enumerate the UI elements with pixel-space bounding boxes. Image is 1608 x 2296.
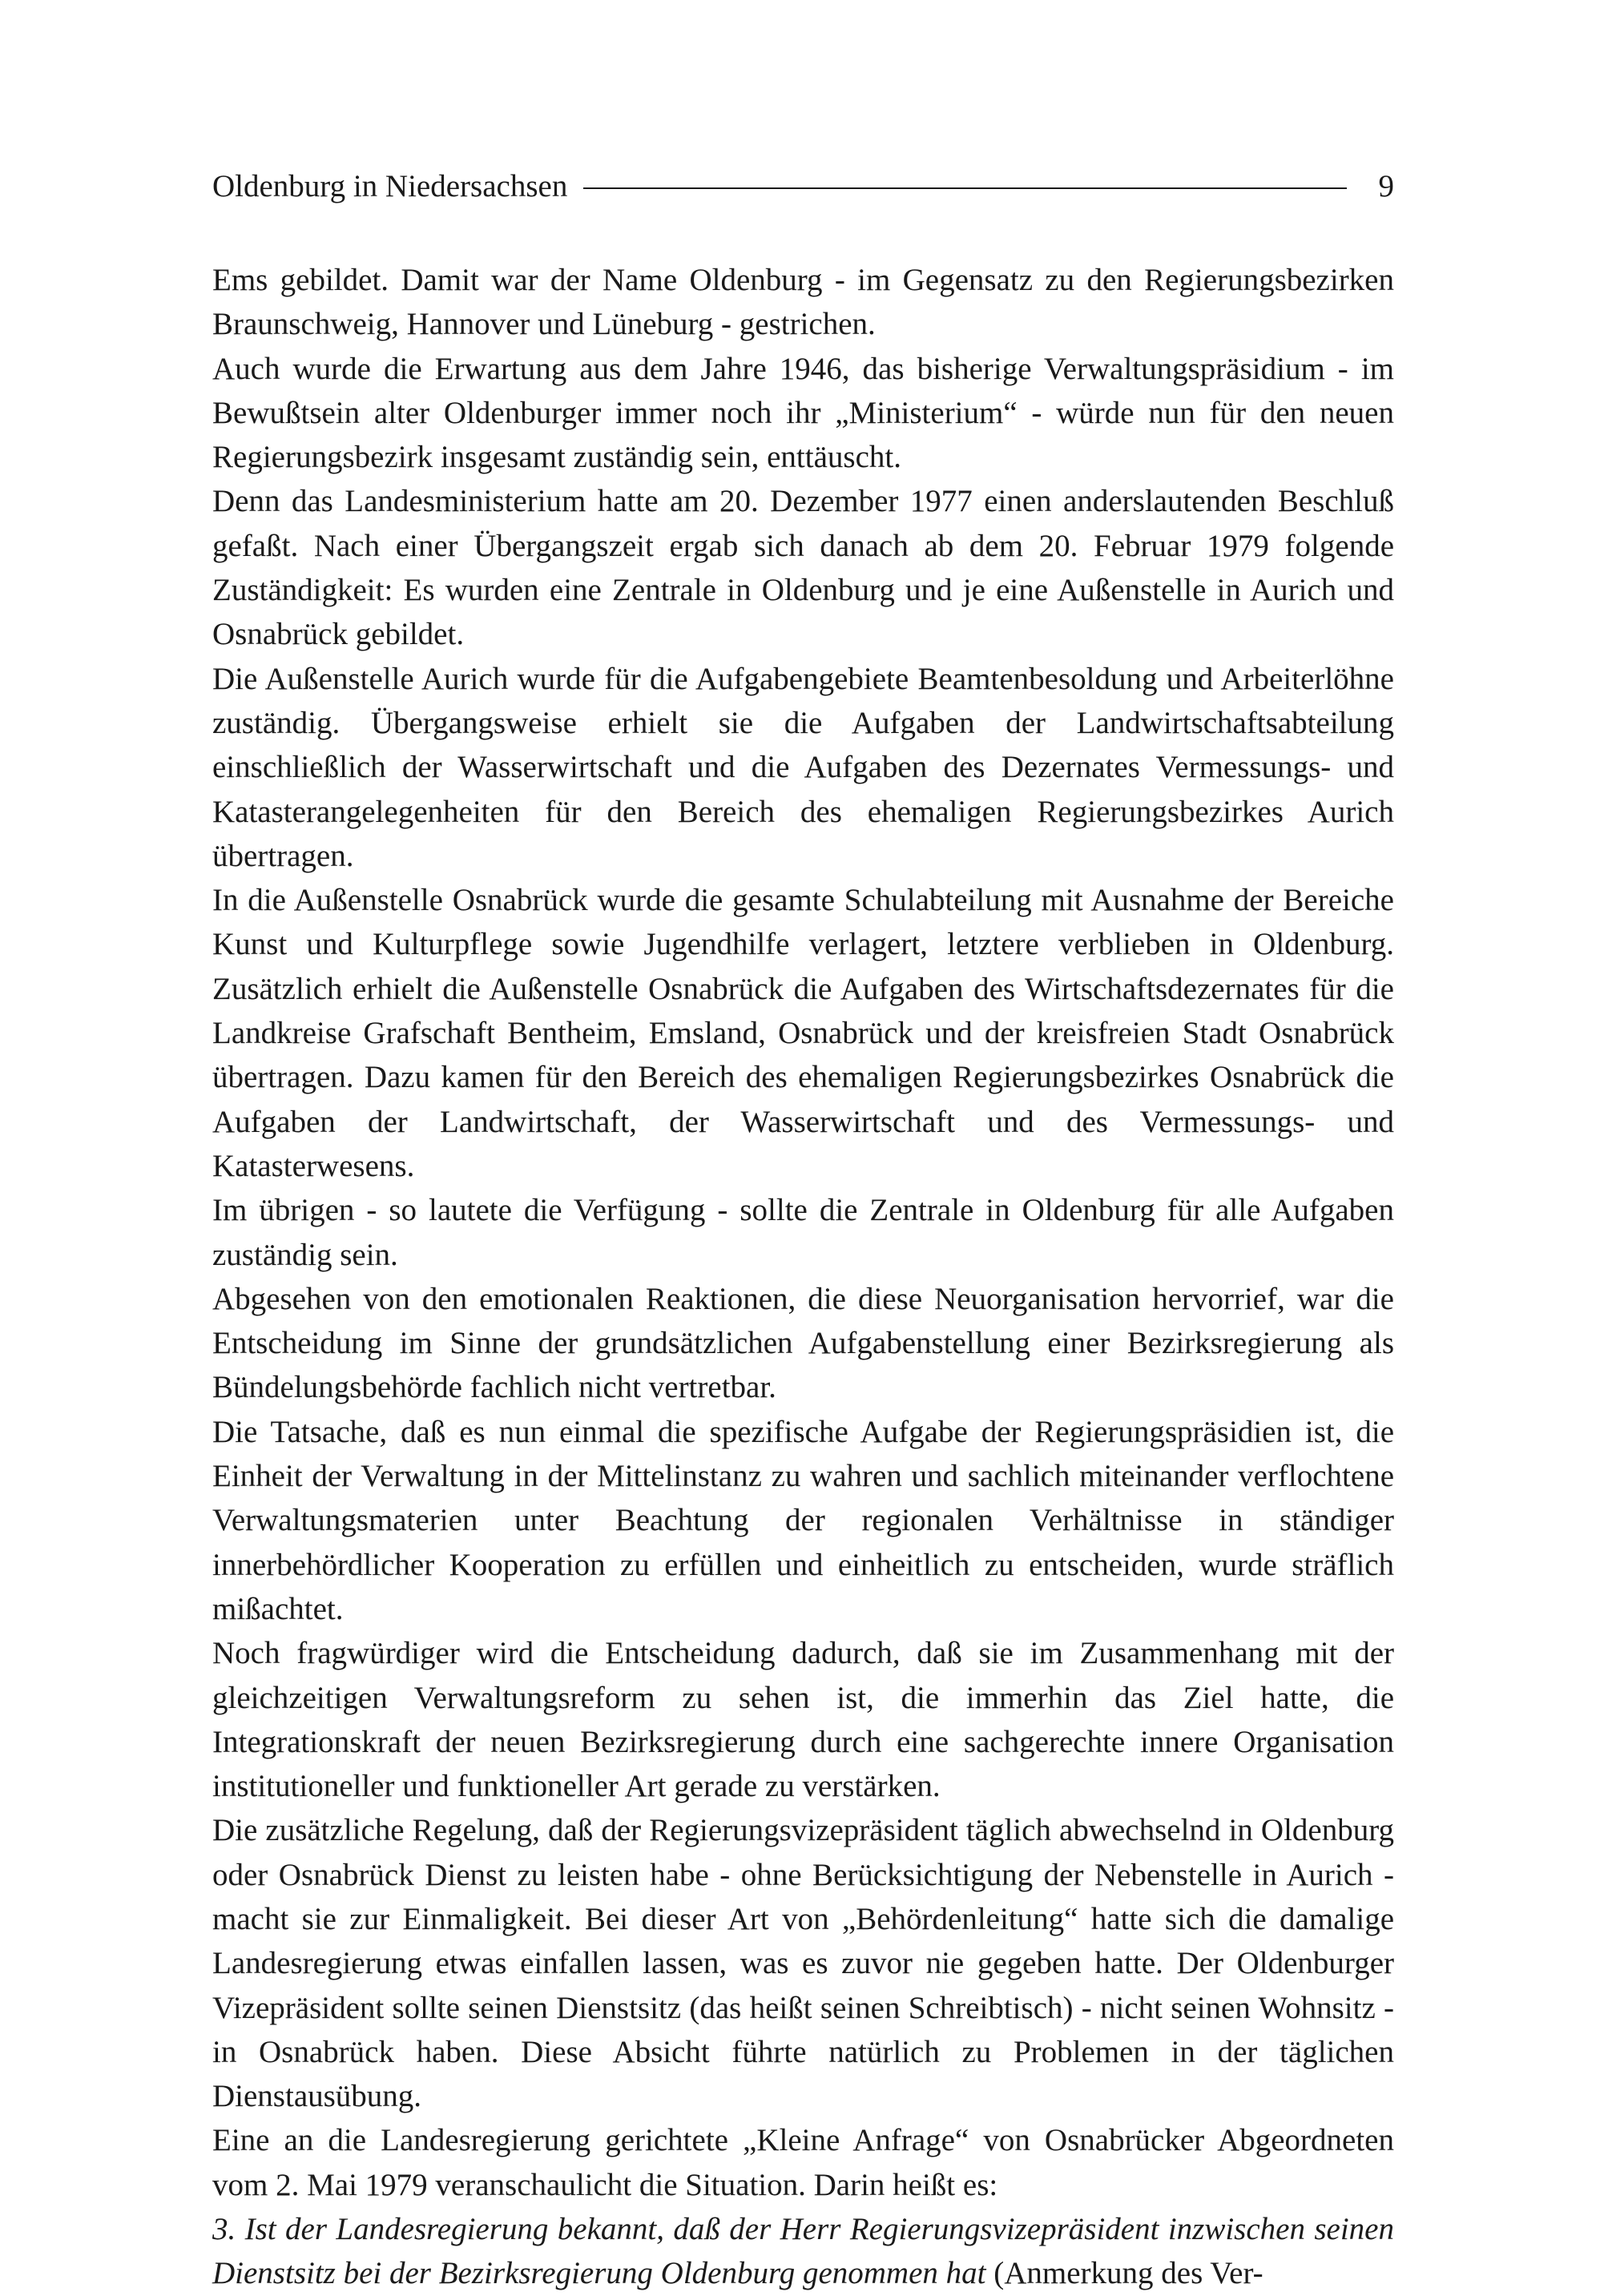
paragraph: Eine an die Landesregierung gerichtete „Kleine Anfrage“ von Osnabrücker Abgeordneten vom 2. Mai 1979 veranschaulicht die Situation. Darin heißt es: <box>212 2123 1394 2202</box>
page-number: 9 <box>1378 169 1394 203</box>
paragraph: Abgesehen von den emotionalen Reaktionen, die diese Neuorganisation hervorrief, war die Entscheidung im Sinne der grundsätzlichen Aufgabenstellung einer Bezirksregierung als Bündelungsbehörde fachlich nicht vertretbar. <box>212 1281 1394 1405</box>
quoted-question-italic: 3. Ist der Landesregierung bekannt, daß der Herr Regierungsvizepräsident inzwischen seinen Dienstsitz bei der Bezirksregierung Oldenburg genommen hat <box>212 2212 1394 2291</box>
paragraph: In die Außenstelle Osnabrück wurde die gesamte Schulabteilung mit Ausnahme der Bereiche Kunst und Kulturpflege sowie Jugendhilfe verlagert, letztere verblieben in Oldenburg. Zusätzlich erhielt die Außenstelle Osnabrück die Aufgaben des Wirtschaftsdezernates für die Landkreise Grafschaft Bentheim, Emsland, Osnabrück und der kreisfreien Stadt Osnabrück übertragen. Dazu kamen für den Bereich des ehemaligen Regierungsbezirkes Osnabrück die Aufgaben der Landwirtschaft, der Wasserwirtschaft und des Vermessungs- und Katasterwesens. <box>212 883 1394 1183</box>
paragraph: Denn das Landesministerium hatte am 20. Dezember 1977 einen anderslautenden Beschluß gefaßt. Nach einer Übergangszeit ergab sich danach ab dem 20. Februar 1979 folgende Zuständigkeit: Es wurden eine Zentrale in Oldenburg und je eine Außenstelle in Aurich und Osnabrück gebildet. <box>212 484 1394 652</box>
running-header-title: Oldenburg in Niedersachsen <box>212 169 568 203</box>
paragraph: Noch fragwürdiger wird die Entscheidung dadurch, daß sie im Zusammenhang mit der gleichzeitigen Verwaltungsreform zu sehen ist, die immerhin das Ziel hatte, die Integrationskraft der neuen Bezirksregierung durch eine sachgerechte innere Organisation institutioneller und funktioneller Art gerade zu verstärken. <box>212 1636 1394 1804</box>
paragraph: Auch wurde die Erwartung aus dem Jahre 1946, das bisherige Verwaltungspräsidium - im Bewußtsein alter Oldenburger immer noch ihr „Ministerium“ - würde nun für den neuen Regierungsbezirk insgesamt zuständig sein, enttäuscht. <box>212 351 1394 475</box>
header-rule <box>583 187 1346 189</box>
paragraph: Die zusätzliche Regelung, daß der Regierungsvizepräsident täglich abwechselnd in Oldenburg oder Osnabrück Dienst zu leisten habe - ohne Berücksichtigung der Nebenstelle in Aurich - macht sie zur Einmaligkeit. Bei dieser Art von „Behördenleitung“ hatte sich die damalige Landesregierung etwas einfallen lassen, was es zuvor nie gegeben hatte. Der Oldenburger Vizepräsident sollte seinen Dienstsitz (das heißt seinen Schreibtisch) - nicht seinen Wohnsitz - in Osnabrück haben. Diese Absicht führte natürlich zu Problemen in der täglichen Dienstausübung. <box>212 1813 1394 2114</box>
paragraph: Die Außenstelle Aurich wurde für die Aufgabengebiete Beamtenbesoldung und Arbeiterlöhne zuständig. Übergangsweise erhielt sie die Aufgaben der Landwirtschaftsabteilung einschließlich der Wasserwirtschaft und die Aufgaben des Dezernates Vermessungs- und Katasterangelegenheiten für den Bereich des ehemaligen Regierungsbezirkes Aurich übertragen. <box>212 661 1394 873</box>
paragraph: Die Tatsache, daß es nun einmal die spezifische Aufgabe der Regierungspräsidien ist, die Einheit der Verwaltung in der Mittelinstanz zu wahren und sachlich miteinander verflochtene Verwaltungsmaterien unter Beachtung der regionalen Verhältnisse in ständiger innerbehördlicher Kooperation zu erfüllen und einheitlich zu entscheiden, wurde sträflich mißachtet. <box>212 1414 1394 1626</box>
paragraph: Im übrigen - so lautete die Verfügung - sollte die Zentrale in Oldenburg für alle Aufgaben zuständig sein. <box>212 1193 1394 1272</box>
body-text <box>212 258 1394 2296</box>
quoted-question <box>212 2207 1394 2296</box>
running-header <box>212 164 1394 209</box>
quoted-question-note: (Anmerkung des Ver- <box>985 2256 1263 2291</box>
paragraph: Ems gebildet. Damit war der Name Oldenburg - im Gegensatz zu den Regierungsbezirken Braunschweig, Hannover und Lüneburg - gestrichen. <box>212 263 1394 342</box>
